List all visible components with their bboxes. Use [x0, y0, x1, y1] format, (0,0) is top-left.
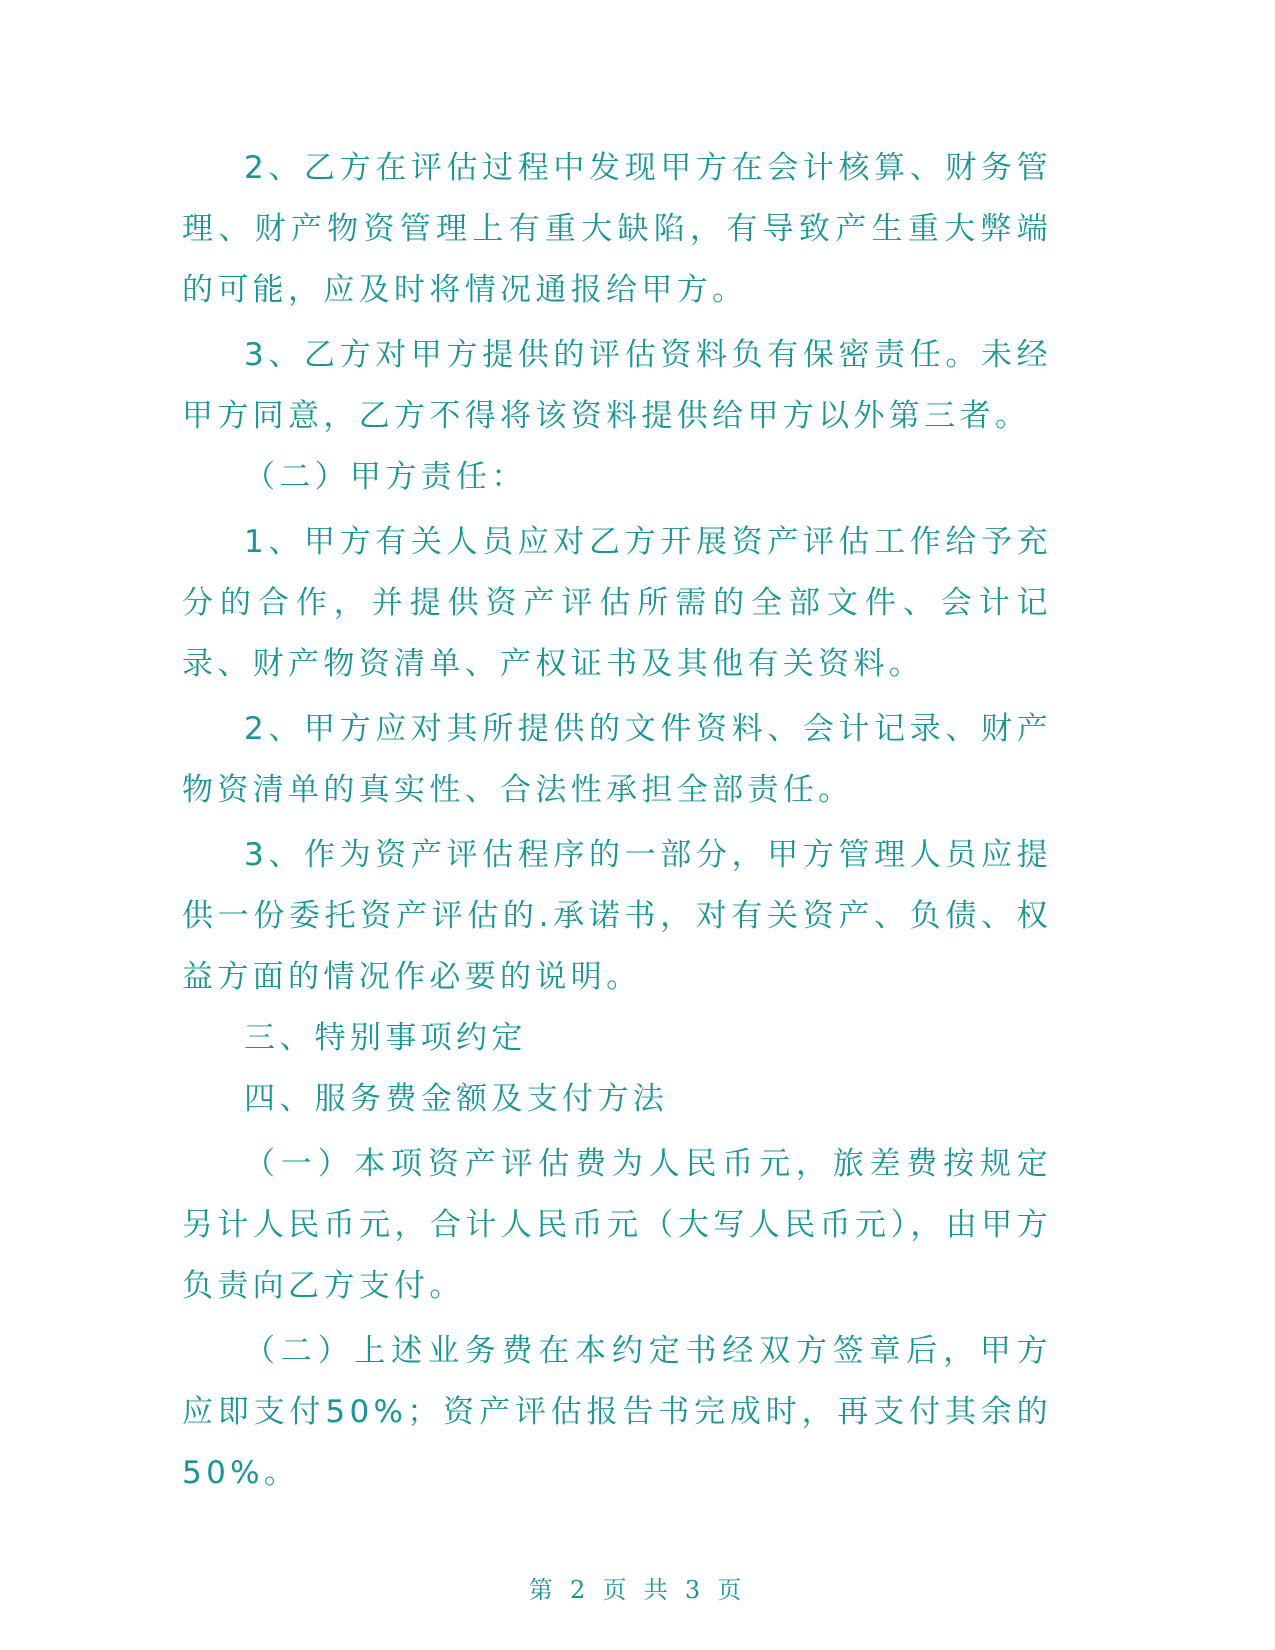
paragraph-party-b-duty-3: 3、乙方对甲方提供的评估资料负有保密责任。未经甲方同意，乙方不得将该资料提供给甲方以外第三者。: [182, 337, 1052, 434]
heading-service-fee: 四、服务费金额及支付方法: [244, 1081, 669, 1117]
paragraph-party-a-duty-2: 2、甲方应对其所提供的文件资料、会计记录、财产物资清单的真实性、合法性承担全部责任。: [182, 711, 1052, 808]
paragraph-party-a-duty-1: 1、甲方有关人员应对乙方开展资产评估工作给予充分的合作，并提供资产评估所需的全部文件、会计记录、财产物资清单、产权证书及其他有关资料。: [182, 524, 1052, 682]
heading-special-matters: 三、特别事项约定: [244, 1020, 527, 1056]
paragraph-party-a-duty-3: 3、作为资产评估程序的一部分，甲方管理人员应提供一份委托资产评估的.承诺书，对有关资产、负债、权益方面的情况作必要的说明。: [182, 837, 1052, 995]
document-body: [182, 138, 1052, 1504]
paragraph-party-b-duty-2: 2、乙方在评估过程中发现甲方在会计核算、财务管理、财产物资管理上有重大缺陷，有导致产生重大弊端的可能，应及时将情况通报给甲方。: [182, 150, 1052, 308]
paragraph-fee-payment: （二）上述业务费在本约定书经双方签章后，甲方应即支付50%；资产评估报告书完成时，再支付其余的50%。: [182, 1333, 1052, 1491]
heading-party-a-responsibility: （二）甲方责任：: [244, 459, 527, 495]
paragraph-fee-amount: （一）本项资产评估费为人民币元，旅差费按规定另计人民币元，合计人民币元（大写人民币元），由甲方负责向乙方支付。: [182, 1146, 1052, 1304]
page-number-footer: 第 2 页 共 3 页: [528, 1576, 747, 1604]
